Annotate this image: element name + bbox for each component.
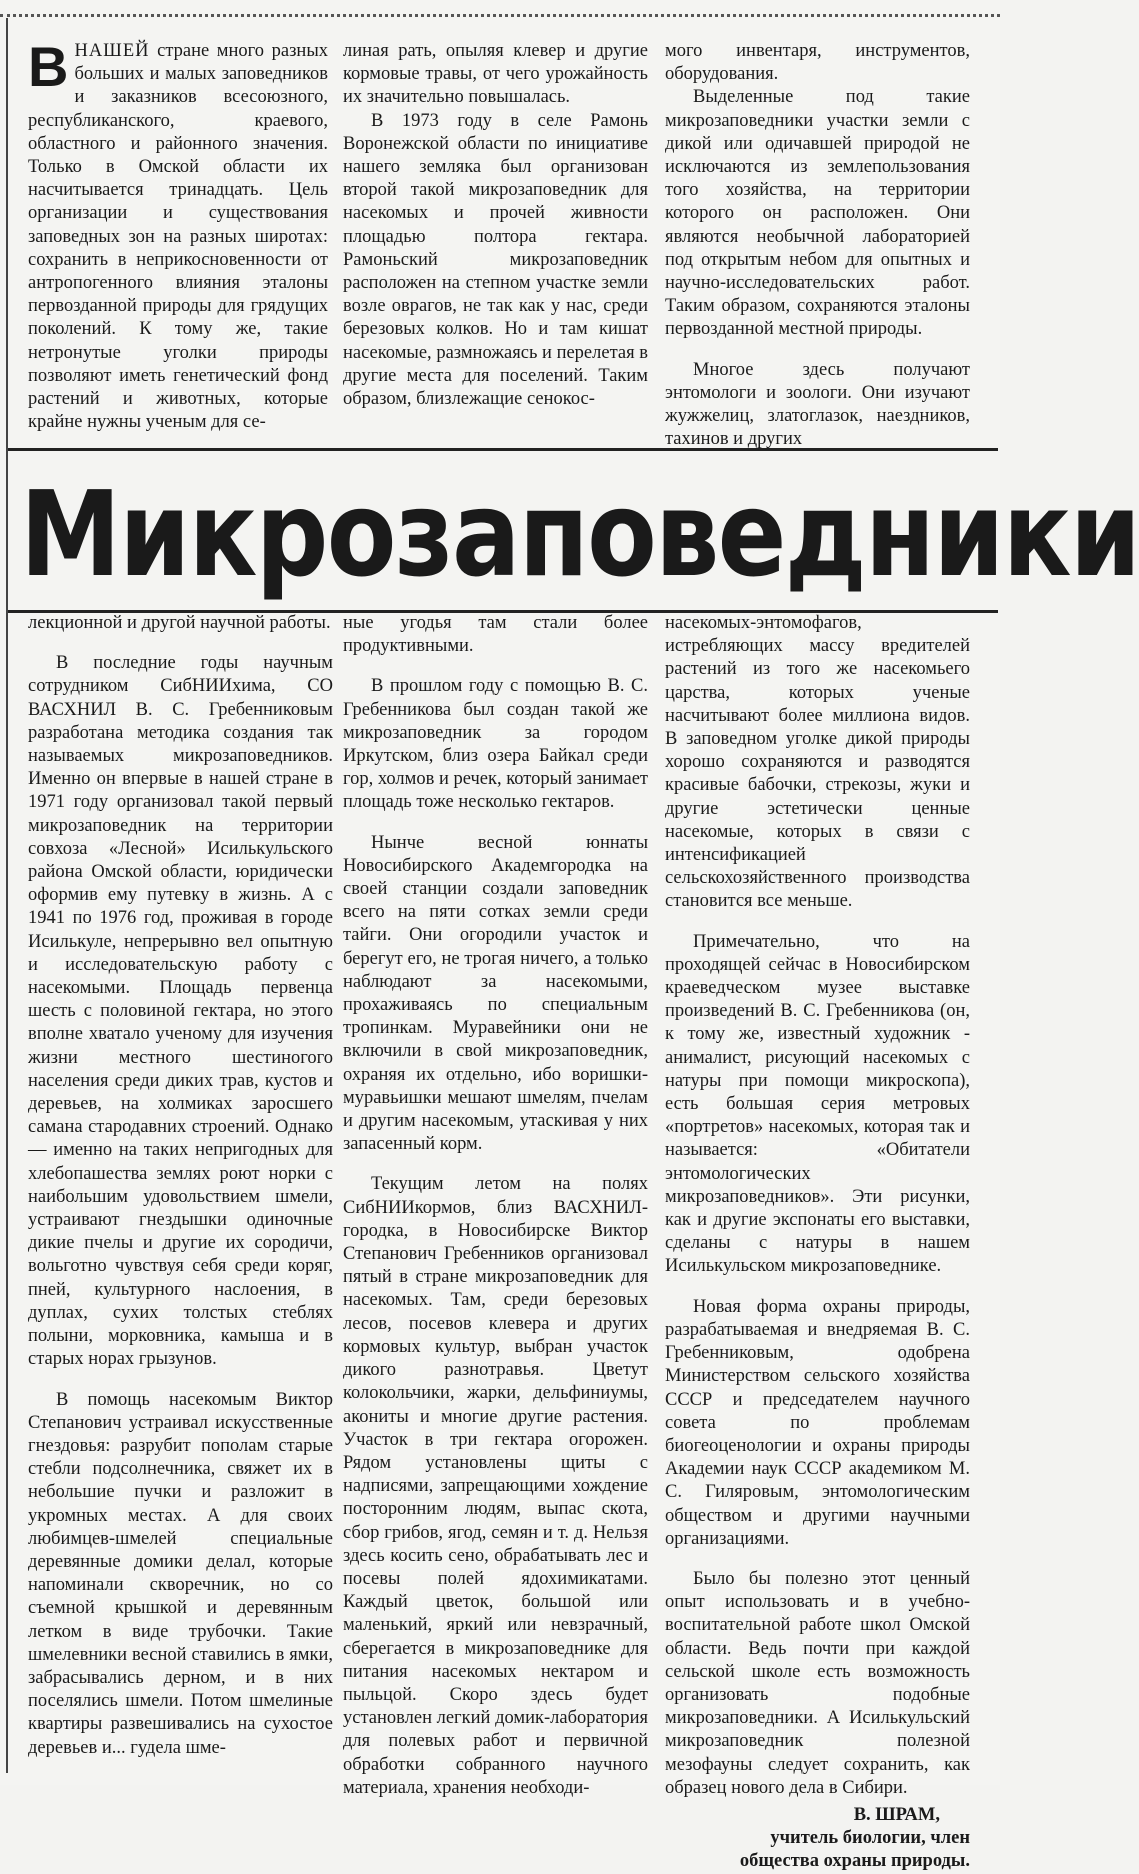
- paragraph-text: Новая форма охраны природы, разрабатываемая и внедряемая В. С. Гребенниковым, одобрена Министерством сельского хозяйства СССР и председателем научного совета по проблемам биогеоценологии и охраны природы Академии наук СССР академиком М. С. Гиляровым, энтомологическим обществом и другими научными организациями.: [665, 1296, 970, 1549]
- paragraph-text: линая рать, опыляя клевер и другие кормовые травы, от чего урожайность их значительно повышалась.: [343, 41, 648, 108]
- author-organization: общества охраны природы.: [739, 1851, 970, 1872]
- paragraph-text: мого инвентаря, инструментов, оборудования.: [665, 41, 970, 85]
- top-dotted-border: [0, 0, 1000, 17]
- paragraph-text: В прошлом году с помощью В. С. Гребенникова был создан такой же микрозаповедник за городом Иркутском, близ озера Байкал среди гор, холмов и речек, который занимает площадь тоже несколько гектаров.: [343, 676, 649, 813]
- bottom-column-2: [343, 612, 649, 1798]
- paragraph-text: стране много разных больших и малых заповедников и заказников всесоюзного, республиканского, краевого, областного и районного значения. Только в Омской области их насчитывается тринадцать. Цель организации и существования заповедных зон на разных широтах: сохранить в неприкосновенности от антропогенного влияния эталоны первозданной природы для грядущих поколений. К тому же, такие нетронутые уголки природы позволяют иметь генетический фонд растений и животных, которые крайне нужны ученым для се-: [28, 41, 328, 433]
- paragraph-text: лекционной и другой научной работы.: [28, 613, 331, 633]
- lead-word: НАШЕЙ: [74, 41, 150, 61]
- top-paragraph: [28, 35, 328, 434]
- paragraph-text: Примечательно, что на проходящей сейчас в Новосибирском краеведческом музее выставке произведений В. С. Гребенникова (он, к тому же, известный художник - анималист, рисующий насекомых с натуры при помощи микроскопа), есть большая серия метровых «портретов» насекомых, которая так и называется: «Обитатели энтомологических микрозаповедников». Эти рисунки, как и другие экспонаты его выставки, сделаны с натуры в нашем Исилькульском микрозаповеднике.: [665, 931, 970, 1277]
- paragraph-text: ные угодья там стали более продуктивными.: [343, 613, 648, 657]
- drop-cap: В: [28, 35, 69, 98]
- bottom-column-1: [28, 612, 333, 1762]
- paragraph-text: В последние годы научным сотрудником СибНИИхима, СО ВАСХНИЛ В. С. Гребенниковым разработана методика создания так называемых микрозаповедников. Именно он впервые в нашей стране в 1971 году организовал такой первый микрозаповедник на территории совхоза «Лесной» Исилькульского района Омской области, юридически оформив ему путевку в жизнь. А с 1941 по 1976 год, проживая в городе Исилькуле, непрерывно вел опытную и исследовательскую работу с насекомыми. Площадь первенца шесть с половиной гектара, но этого вполне хватало ученому для изучения жизни местного шестиногого населения среди диких трав, кустов и деревьев, на холмиках заросшего самана стародавних строений. Однако — именно на таких непригодных для хлебопашества землях роют норки с наибольшим удовольствием шмели, устраивают гнездышки одиночные дикие пчелы и другие их сородичи, вольготно чувствуя себя среди коряг, пней, культурного наслоения, в дуплах, сухих толстых стеблях полыни, морковника, камыша и в старых норах грызунов.: [28, 653, 333, 1370]
- top-column-2: [343, 40, 648, 440]
- top-column-1: [28, 35, 328, 440]
- paragraph-text: Было бы полезно этот ценный опыт использовать и в учебно-воспитательной работе школ Омской области. Ведь почти при каждой сельской школе есть возможность организовать подобные микрозаповедники. А Исилькульский микрозаповедник полезной мезофауны следует сохранить, как образец нового дела в Сибири.: [665, 1568, 970, 1798]
- paragraph-text: В помощь насекомым Виктор Степанович устраивал искусственные гнездовья: разрубит пополам старые стебли подсолнечника, свяжет их в небольшие пучки и разложит в укромных местах. А для своих любимцев-шмелей специальные деревянные домики делал, которые напоминали скворечник, но со съемной крышкой и деревянным летком в виде трубочки. Такие шмелевники весной ставились в ямки, забрасывались дерном, и в них поселялись шмели. Потом шмелиные квартиры развешивались на сухостое деревьев и... гудела шме-: [28, 1389, 333, 1758]
- left-border-line: [6, 18, 8, 1773]
- paragraph-text: Текущим летом на полях СибНИИкормов, близ ВАСХНИЛ-городка, в Новосибирске Виктор Степанович Гребенников организовал пятый в стране микрозаповедник для насекомых. Там, среди березовых лесов, посевов клевера и других кормовых культур, выбран участок дикого разнотравья. Цветут колокольчики, жарки, дельфиниумы, акониты и многие другие растения. Участок в три гектара огорожен. Рядом установлены щиты с надписями, запрещающими хождение посторонним людям, выпас скота, сбор грибов, ягод, семян и т. д. Нельзя здесь косить сено, обрабатывать лес и посевы полей ядохимикатами. Каждый цветок, большой или маленький, яркий или невзрачный, сберегается в микрозаповеднике для питания насекомых нектаром и пыльцой. Скоро здесь будет установлен легкий домик-лаборатория для полевых работ и первичной обработки собранного научного материала, хранения необходи-: [343, 1174, 648, 1798]
- paragraph-text: Нынче весной юннаты Новосибирского Академгородка на своей станции создали заповедник всего на пяти сотках земли среди тайги. Они огородили участок и берегут его, не трогая ничего, а только наблюдают за насекомыми, прохаживаясь по специальным тропинкам. Муравейники они не включили в свой микрозаповедник, охраняя их отдельно, ибо воришки-муравьишки мешают шмелям, пчелам и другим насекомым, утаскивая у них запасенный корм.: [343, 832, 648, 1155]
- paragraph-text: Выделенные под такие микрозаповедники участки земли с дикой или одичавшей природой не исключаются из землепользования того хозяйства, на территории которого он расположен. Они являются необычной лабораторией под открытым небом для опытных и научно-исследовательских работ. Таким образом, сохраняются эталоны первозданной местной природы.: [665, 87, 970, 340]
- headline: Микрозаповедники: [20, 465, 1139, 603]
- paragraph-text: насекомых-энтомофагов, истребляющих массу вредителей растений из того же насекомьего царства, которых ученые насчитывают более миллиона видов. В заповедном уголке дикой природы хорошо сохраняются и разводятся красивые бабочки, стрекозы, жуки и другие эстетически ценные насекомые, которых в связи с интенсификацией сельскохозяйственного производства становится все меньше.: [665, 613, 970, 912]
- bottom-column-3: [665, 612, 970, 1872]
- paragraph-text: В 1973 году в селе Рамонь Воронежской области по инициативе нашего земляка был организован второй такой микрозаповедник для насекомых и прочей живности площадью полтора гектара. Рамоньский микрозаповедник расположен на степном участке земли возле оврагов, не так как у нас, среди березовых колков. Но и там кишат насекомые, размножаясь и перелетая в другие места для поселений. Таким образом, близлежащие сенокос-: [343, 110, 648, 410]
- author-role: учитель биологии, член: [770, 1828, 970, 1849]
- paragraph-text: Многое здесь получают энтомологи и зоологи. Они изучают жужжелиц, златоглазок, наездников, тахинов и других: [665, 359, 970, 450]
- top-column-3: [665, 40, 970, 450]
- author-name: В. ШРАМ,: [853, 1804, 940, 1825]
- headline-top-rule: [8, 448, 998, 451]
